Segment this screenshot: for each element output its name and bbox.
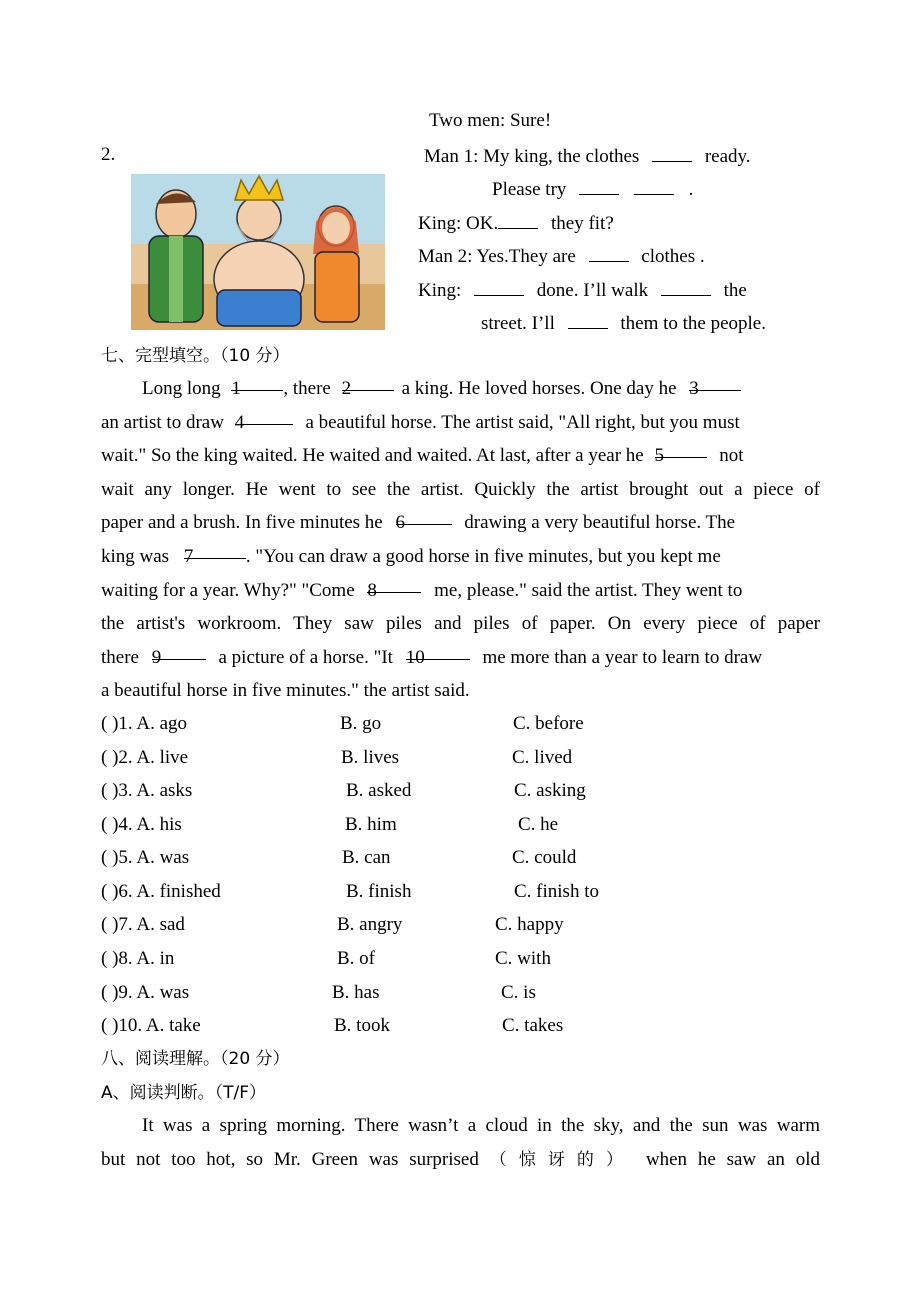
dialogue-line-4-text: Man 2: Yes.They are bbox=[418, 246, 576, 267]
cloze-blank-10[interactable]: 10 bbox=[406, 641, 470, 660]
option-row[interactable]: ( )6. A. finished B. finish C. finish to bbox=[101, 881, 599, 902]
dialogue-line-1 bbox=[424, 143, 751, 169]
answer-blank[interactable] bbox=[652, 143, 692, 162]
answer-blank[interactable] bbox=[579, 176, 619, 195]
dialogue-line-1-text: Man 1: My king, the clothes bbox=[424, 146, 640, 167]
king-clothes-illustration bbox=[131, 174, 385, 330]
passage-line: paper and a brush. In five minutes he 6 drawing a very beautiful horse. The bbox=[101, 506, 820, 540]
option-row[interactable]: ( )8. A. in B. of C. with bbox=[101, 948, 551, 969]
section-7-heading: 七、完型填空。（10 分） bbox=[101, 346, 290, 366]
dialogue-line-1-end: ready. bbox=[704, 146, 751, 167]
passage-line: waiting for a year. Why?" "Come 8 me, please." said the artist. They went to bbox=[101, 574, 820, 608]
dialogue-line-5-mid: done. I’ll walk bbox=[536, 280, 649, 301]
dialogue-line-5 bbox=[418, 277, 747, 303]
passage-line: but not too hot, so Mr. Green was surprised （惊讶的） when he saw an old bbox=[101, 1148, 820, 1170]
answer-blank[interactable] bbox=[589, 243, 629, 262]
dialogue-line-4-end: clothes . bbox=[641, 246, 705, 267]
answer-blank[interactable] bbox=[498, 210, 538, 229]
cloze-blank-2[interactable]: 2 bbox=[342, 372, 394, 391]
option-row[interactable]: ( )9. A. was B. has C. is bbox=[101, 982, 536, 1003]
option-row[interactable]: ( )5. A. was B. can C. could bbox=[101, 847, 577, 868]
dialogue-line-3-text: King: OK. bbox=[418, 213, 499, 234]
cloze-passage bbox=[101, 372, 820, 708]
dialogue-line-6-end: them to the people. bbox=[620, 313, 766, 334]
cloze-blank-8[interactable]: 8 bbox=[367, 574, 421, 593]
cloze-blank-6[interactable]: 6 bbox=[396, 506, 452, 525]
cloze-blank-9[interactable]: 9 bbox=[152, 641, 206, 660]
passage-line: the artist's workroom. They saw piles and piles of paper. On every piece of paper bbox=[101, 613, 820, 635]
option-row[interactable]: ( )10. A. take B. took C. takes bbox=[101, 1015, 564, 1036]
dialogue-line-6-text: street. I’ll bbox=[481, 313, 555, 334]
option-row[interactable]: ( )2. A. live B. lives C. lived bbox=[101, 747, 573, 768]
option-row[interactable]: ( )3. A. asks B. asked C. asking bbox=[101, 780, 586, 801]
cloze-blank-5[interactable]: 5 bbox=[655, 439, 707, 458]
cloze-blank-1[interactable]: 1 bbox=[231, 372, 283, 391]
passage-line: Long long 1 , there 2 a king. He loved horses. One day he 3 bbox=[101, 372, 820, 406]
dialogue-line-5-text: King: bbox=[418, 280, 462, 301]
answer-blank[interactable] bbox=[634, 176, 674, 195]
cloze-blank-3[interactable]: 3 bbox=[689, 372, 741, 391]
answer-blank[interactable] bbox=[661, 277, 711, 296]
option-row[interactable]: ( )4. A. his B. him C. he bbox=[101, 814, 559, 835]
dialogue-line-4 bbox=[418, 243, 705, 269]
dialogue-line-2-end: . bbox=[688, 179, 694, 200]
dialogue-line-3-end: they fit? bbox=[550, 213, 614, 234]
dialogue-line-3 bbox=[418, 210, 614, 236]
section-8-subheading: A、阅读判断。（T/F） bbox=[101, 1083, 267, 1103]
section-8-heading: 八、阅读理解。（20 分） bbox=[101, 1049, 290, 1069]
answer-blank[interactable] bbox=[474, 277, 524, 296]
option-row[interactable]: ( )1. A. ago B. go C. before bbox=[101, 713, 584, 734]
cloze-blank-7[interactable]: 7 bbox=[184, 540, 246, 559]
passage-line: an artist to draw 4 a beautiful horse. The artist said, "All right, but you must bbox=[101, 406, 820, 440]
reading-passage bbox=[101, 1109, 820, 1176]
option-row[interactable]: ( )7. A. sad B. angry C. happy bbox=[101, 914, 564, 935]
dialogue-line-6 bbox=[481, 310, 766, 336]
passage-line: there 9 a picture of a horse. "It 10 me more than a year to learn to draw bbox=[101, 641, 820, 675]
passage-line: It was a spring morning. There wasn’t a cloud in the sky, and the sun was warm bbox=[142, 1115, 820, 1136]
cloze-blank-4[interactable]: 4 bbox=[235, 406, 293, 425]
dialogue-line-5-end: the bbox=[723, 280, 747, 301]
passage-line: a beautiful horse in five minutes." the artist said. bbox=[101, 680, 470, 702]
dialogue-line-2 bbox=[492, 176, 693, 202]
passage-line: wait any longer. He went to see the artist. Quickly the artist brought out a piece of bbox=[101, 478, 820, 500]
passage-line: king was 7 . "You can draw a good horse in five minutes, but you kept me bbox=[101, 540, 820, 574]
passage-line: wait." So the king waited. He waited and waited. At last, after a year he 5 not bbox=[101, 439, 820, 473]
dialogue-line-2-text: Please try bbox=[492, 179, 567, 200]
question-number: 2. bbox=[101, 144, 116, 165]
answer-blank[interactable] bbox=[568, 310, 608, 329]
dialogue-top-line: Two men: Sure! bbox=[429, 110, 552, 131]
